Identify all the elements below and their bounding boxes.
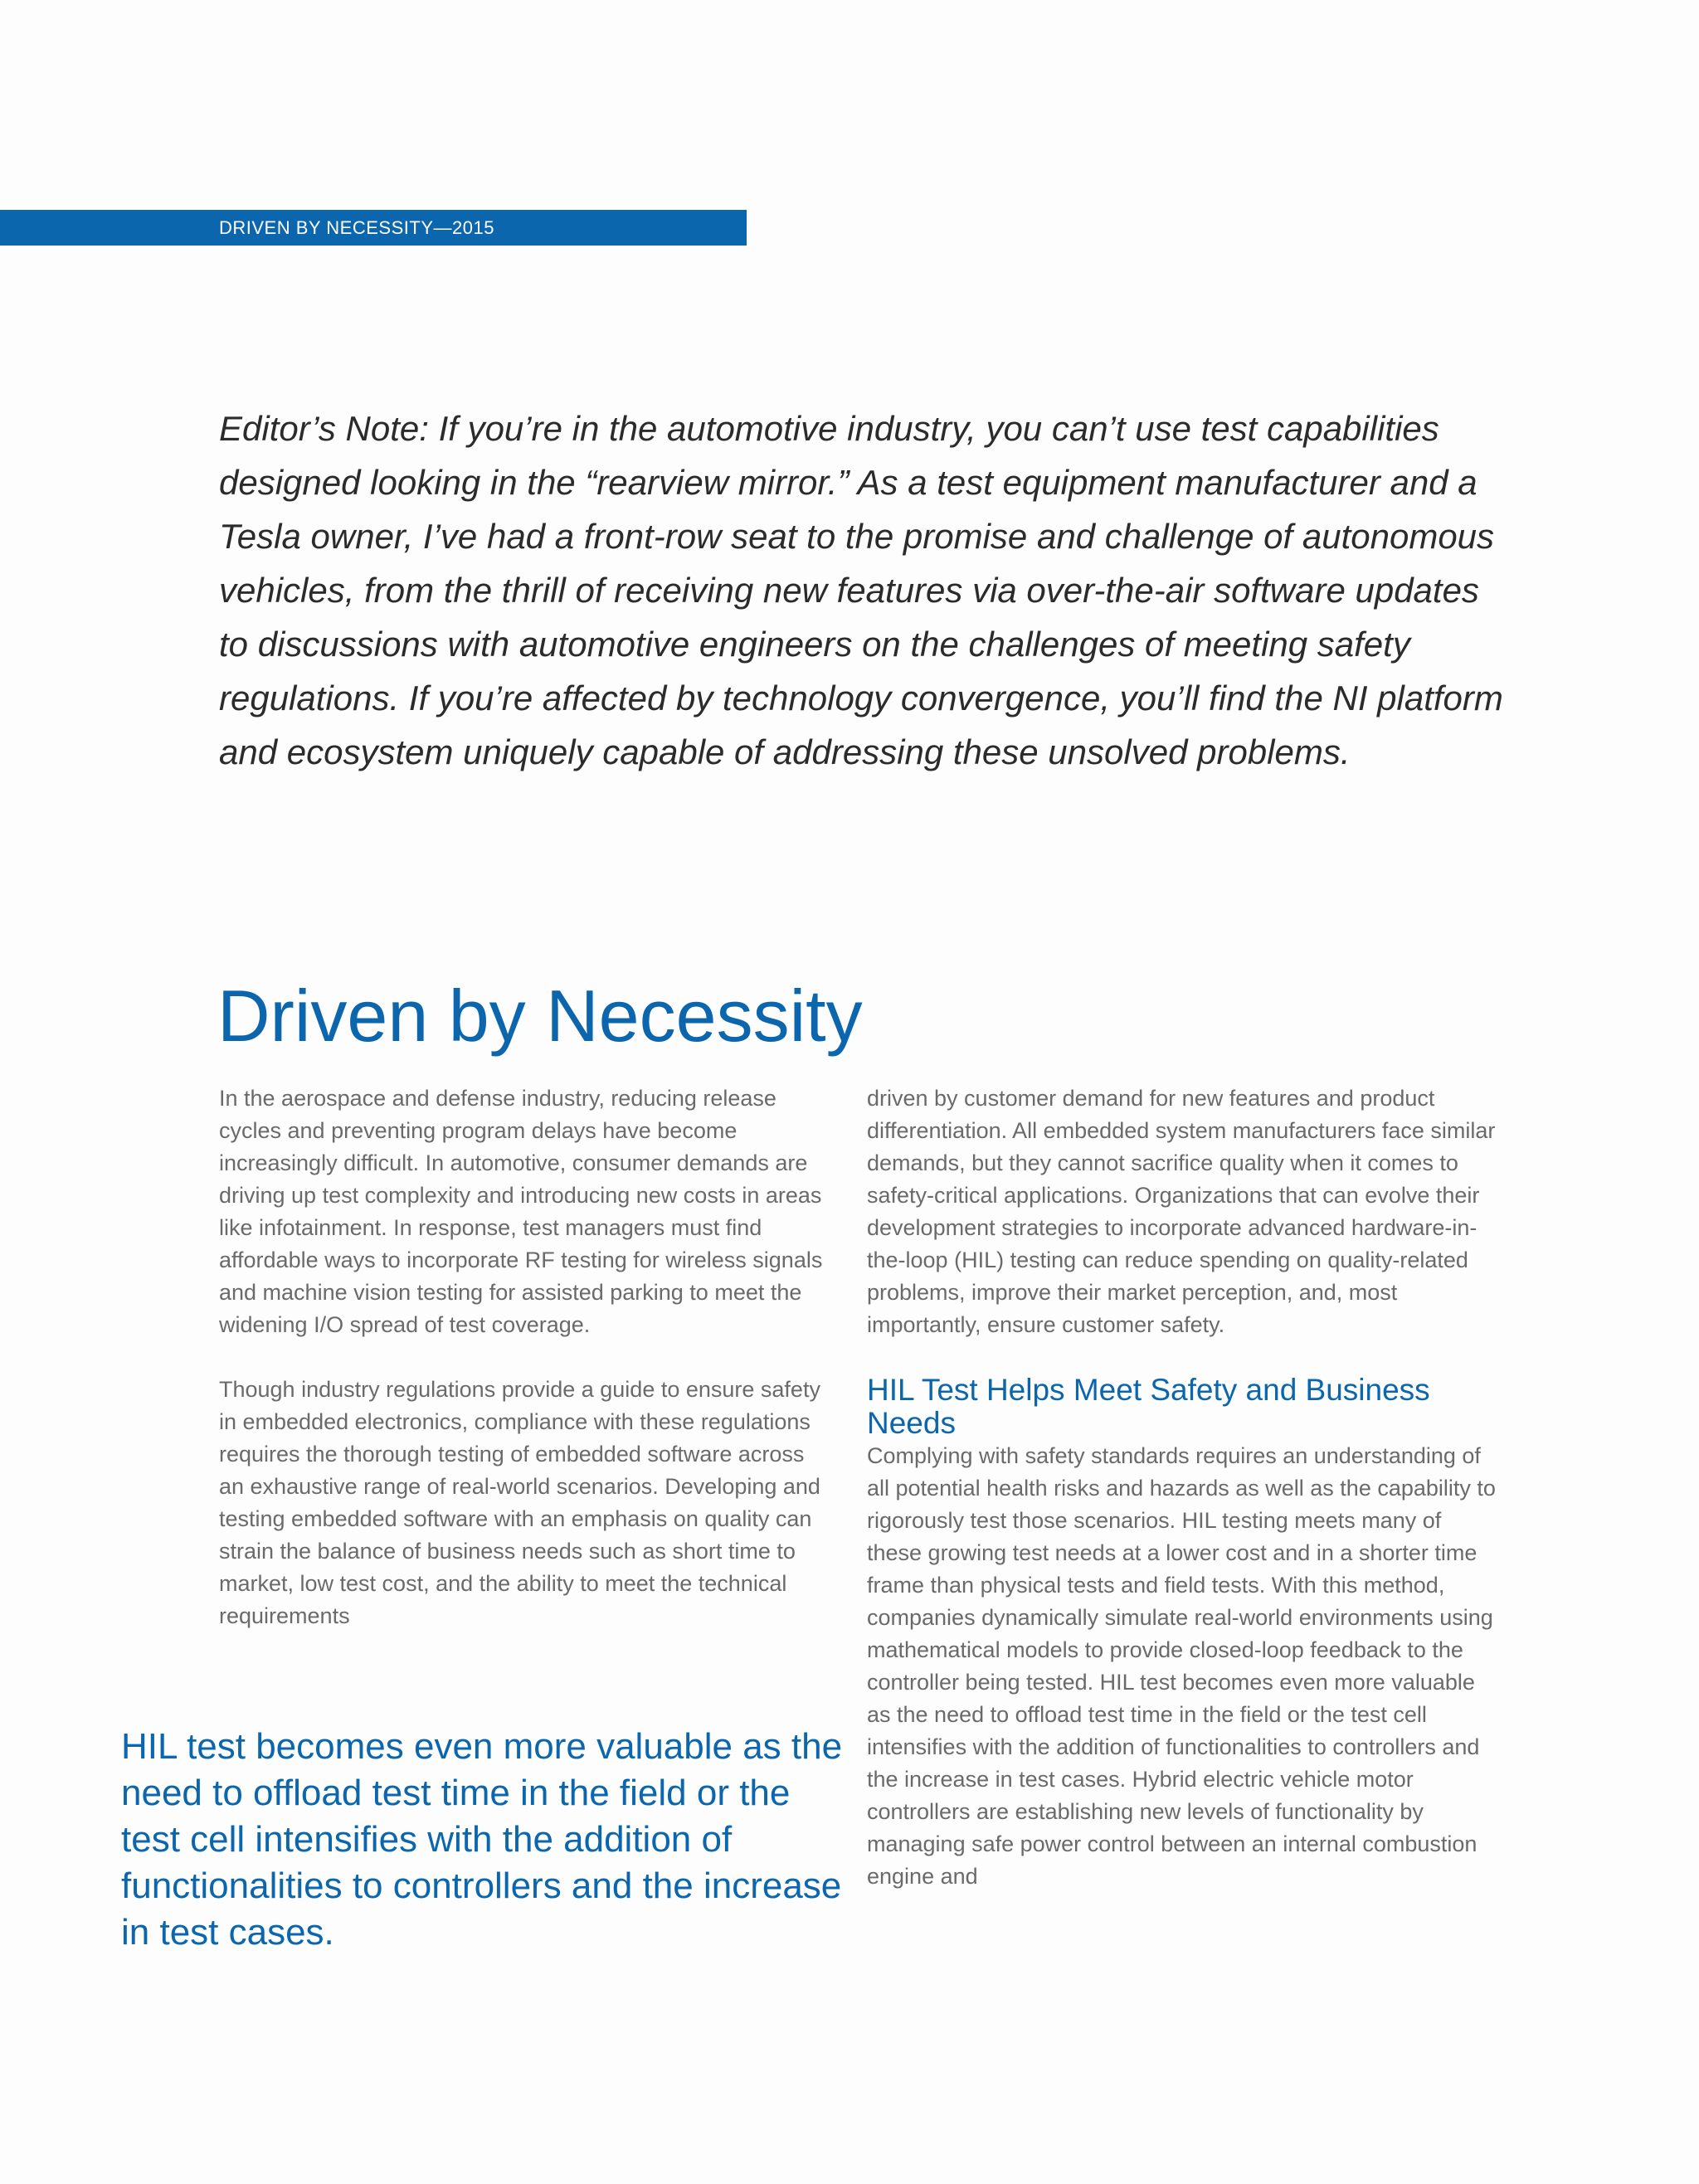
right-column <box>867 1082 1497 1893</box>
article-title: Driven by Necessity <box>217 975 863 1057</box>
section-banner: DRIVEN BY NECESSITY—2015 <box>0 210 747 246</box>
body-paragraph: driven by customer demand for new features and product differentiation. All embedded system manufacturers face similar demands, but they cannot sacrifice quality when it comes to safety-critical applications. Organizations that can evolve their development strategies to incorporate advanced hardware-in-the-loop (HIL) testing can reduce spending on quality-related problems, improve their market perception, and, most importantly, ensure customer safety. <box>867 1086 1496 1337</box>
body-paragraph: In the aerospace and defense industry, reducing release cycles and preventing program delays have become increasingly difficult. In automotive, consumer demands are driving up test complexity and introducing new costs in areas like infotainment. In response, test managers must find affordable ways to incorporate RF testing for wireless signals and machine vision testing for assisted parking to meet the widening I/O spread of test coverage. <box>219 1086 823 1337</box>
body-paragraph: Though industry regulations provide a guide to ensure safety in embedded electronics, compliance with these regulations requires the thorough testing of embedded software across an exhaustive range of real-world scenarios. Developing and testing embedded software with an emphasis on quality can strain the balance of business needs such as short time to market, low test cost, and the ability to meet the technical requirements <box>219 1377 820 1628</box>
pull-quote: HIL test becomes even more valuable as the need to offload test time in the field or the test cell intensifies with the addition of functionalities to controllers and the increase in test cases. <box>121 1726 843 1953</box>
section-subheading: HIL Test Helps Meet Safety and Business Needs <box>867 1373 1430 1440</box>
editor-note: Editor’s Note: If you’re in the automotive industry, you can’t use test capabilities designed looking in the “rearview mirror.” As a test equipment manufacturer and a Tesla owner, I’ve had a front-row seat to the promise and challenge of autonomous vehicles, from the thrill of receiving new features via over-the-air software updates to discussions with automotive engineers on the challenges of meeting safety regulations. If you’re affected by technology convergence, you’ll find the NI platform and ecosystem uniquely capable of addressing these unsolved problems. <box>219 409 1503 771</box>
left-column <box>219 1082 833 1632</box>
body-paragraph: Complying with safety standards requires an understanding of all potential health risks and hazards as well as the capability to rigorously test those scenarios. HIL testing meets many of these growing test needs at a lower cost and in a shorter time frame than physical tests and field tests. With this method, companies dynamically simulate real-world environments using mathematical models to provide closed-loop feedback to the controller being tested. HIL test becomes even more valuable as the need to offload test time in the field or the test cell intensifies with the addition of functionalities to controllers and the increase in test cases. Hybrid electric vehicle motor controllers are establishing new levels of functionality by managing safe power control between an internal combustion engine and <box>867 1443 1496 1889</box>
